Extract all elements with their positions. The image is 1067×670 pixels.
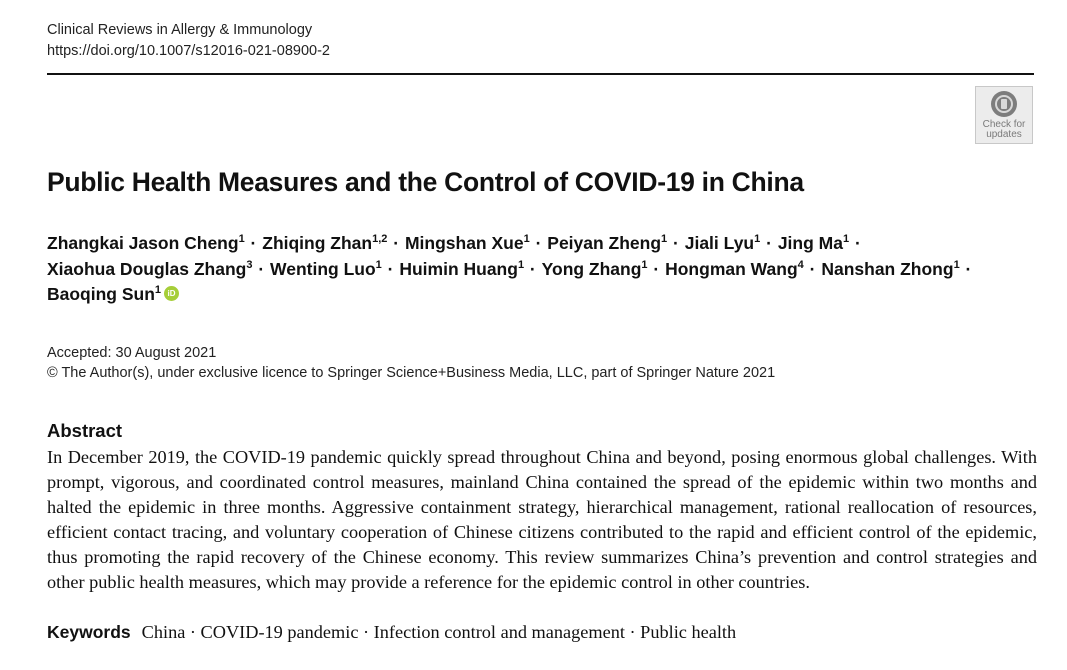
author-name[interactable]: Wenting Luo: [270, 258, 376, 279]
abstract-heading: Abstract: [47, 420, 123, 441]
author-name[interactable]: Zhiqing Zhan: [262, 233, 373, 253]
author-separator: ·: [648, 258, 665, 279]
author-name[interactable]: Zhangkai Jason Cheng: [47, 233, 239, 253]
journal-name: Clinical Reviews in Allergy & Immunology: [47, 22, 313, 38]
author-name[interactable]: Nanshan Zhong: [821, 258, 954, 279]
author-separator: ·: [388, 233, 404, 253]
author-name[interactable]: Huimin Huang: [399, 258, 518, 279]
crossmark-line-1: Check for: [982, 119, 1026, 130]
copyright-notice: © The Author(s), under exclusive licence to Springer Science+Business Media, LLC, part of Springer Nature 2021: [47, 365, 776, 381]
author-name[interactable]: Yong Zhang: [541, 258, 642, 279]
author-name[interactable]: Xiaohua Douglas Zhang: [47, 258, 247, 279]
accepted-date: Accepted: 30 August 2021: [47, 345, 217, 361]
author-affiliation: 1: [375, 258, 382, 271]
author-separator: ·: [668, 233, 684, 253]
keywords-list: China · COVID-19 pandemic · Infection control and management · Public health: [141, 622, 737, 642]
article-dates: [47, 343, 775, 383]
author-list: [47, 231, 1037, 308]
author-separator: ·: [245, 233, 262, 253]
author-name[interactable]: Hongman Wang: [665, 258, 798, 279]
header-divider: [47, 73, 1034, 75]
author-affiliation: 1: [641, 258, 648, 271]
author-name[interactable]: Mingshan Xue: [404, 233, 524, 253]
orcid-label: iD: [167, 289, 176, 298]
journal-header: [47, 20, 330, 62]
author-name[interactable]: Jiali Lyu: [684, 233, 755, 253]
author-affiliation: 1: [754, 233, 761, 245]
author-separator: ·: [761, 233, 777, 253]
check-for-updates-button[interactable]: [975, 86, 1033, 144]
author-separator: ·: [530, 233, 547, 253]
crossmark-line-2: updates: [986, 129, 1022, 140]
author-affiliation: 1: [517, 258, 525, 271]
orcid-icon[interactable]: [164, 286, 179, 301]
author-affiliation: 1: [523, 233, 530, 245]
author-affiliation: 1: [842, 233, 850, 245]
keywords-label: Keywords: [47, 622, 131, 642]
journal-doi-link[interactable]: https://doi.org/10.1007/s12016-021-08900-2: [47, 43, 330, 59]
author-affiliation: 1: [953, 258, 960, 271]
keywords-section: [47, 619, 736, 645]
author-name[interactable]: Baoqing Sun: [47, 284, 155, 304]
author-separator: ·: [804, 258, 821, 279]
author-separator: ·: [960, 258, 972, 279]
article-title: Public Health Measures and the Control of COVID-19 in China: [47, 167, 804, 197]
author-separator: ·: [253, 258, 270, 279]
author-affiliation: 1: [661, 233, 668, 245]
author-separator: ·: [382, 258, 399, 279]
author-separator: ·: [525, 258, 541, 279]
author-affiliation: 1,2: [372, 233, 388, 245]
author-separator: ·: [850, 233, 861, 253]
crossmark-label: [983, 120, 1026, 140]
abstract-text: In December 2019, the COVID-19 pandemic quickly spread throughout China and beyond, posing enormous global challenges. With prompt, vigorous, and coordinated control measures, mainland China contained the spread of the epidemic within two months and halted the epidemic in three months. Aggressive containment strategy, hierarchical management, rational reallocation of resources, efficient contact tracing, and voluntary cooperation of Chinese citizens contributed to the rapid and efficient control of the epidemic, thus promoting the rapid recovery of the Chinese economy. This review summarizes China’s prevention and control strategies and other public health measures, which may provide a reference for the epidemic control in other countries.: [47, 447, 1037, 592]
author-name[interactable]: Jing Ma: [777, 233, 843, 253]
author-name[interactable]: Peiyan Zheng: [547, 233, 662, 253]
crossmark-icon: [991, 91, 1017, 117]
author-affiliation: 3: [246, 258, 253, 271]
author-affiliation: 1: [154, 284, 162, 296]
author-affiliation: 1: [238, 233, 245, 245]
author-affiliation: 4: [797, 258, 804, 271]
